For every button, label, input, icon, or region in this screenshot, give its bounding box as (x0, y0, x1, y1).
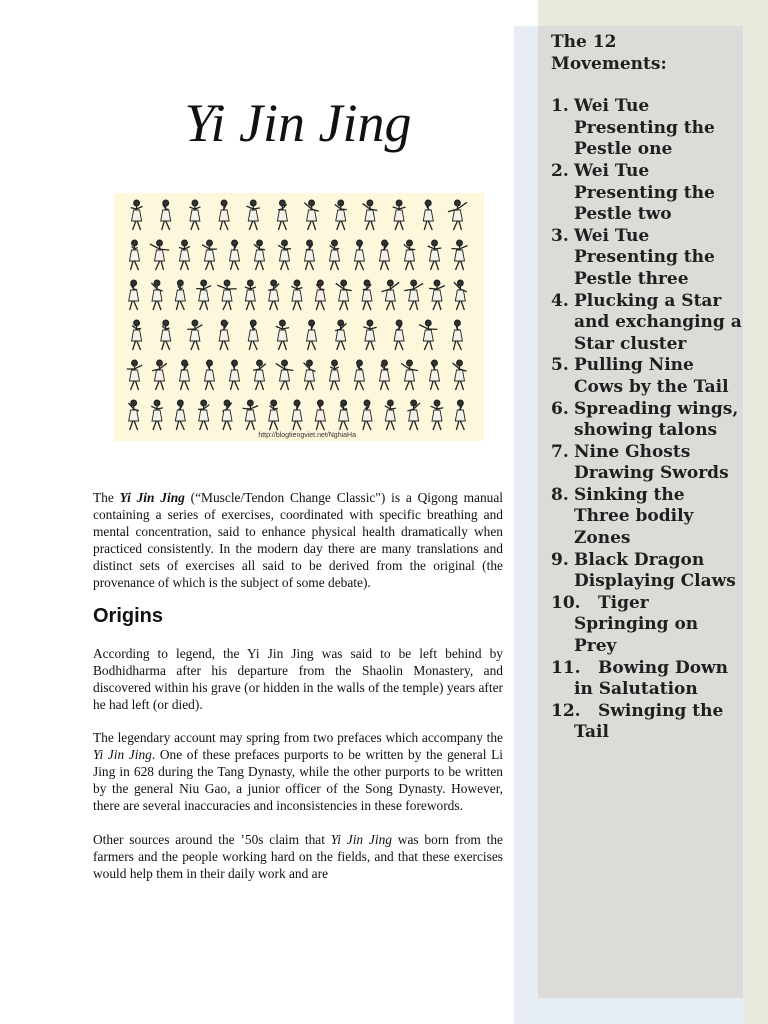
intro-paragraph: The Yi Jin Jing (“Muscle/Tendon Change Classic") is a Qigong manual containing a series of exercises, coordinated with specific breathing and mental concentration, said to enhance physical health dramatically when practiced consistently. In the modern day there are many translations and distinct sets of exercises all said to be derived from the original (the provenance of which is the subject of some debate). (93, 490, 503, 591)
movement-label: Sinking the Three bodily Zones (574, 484, 694, 549)
figure-stick-person (305, 240, 315, 270)
figure-stick-person (363, 320, 376, 350)
movement-number: 6. (551, 398, 569, 419)
figure-stick-person (454, 280, 467, 310)
figure-stick-person (335, 200, 347, 230)
figure-stick-person (205, 360, 215, 390)
figure-stick-person (404, 280, 423, 310)
movement-number: 11. (551, 657, 581, 678)
figure-stick-person (129, 280, 139, 310)
movement-number: 10. (551, 592, 581, 613)
movements-list (551, 96, 743, 744)
movement-label: Wei Tue Presenting the Pestle one (574, 96, 715, 160)
figure-stick-person (189, 200, 200, 230)
figure-stick-person (230, 360, 240, 390)
movement-number: 8. (551, 484, 569, 505)
figure-stick-person (180, 360, 190, 390)
figure-stick-person (363, 200, 378, 230)
figure-stick-person (451, 240, 467, 270)
figure-stick-person (419, 320, 437, 350)
figure-stick-person (276, 320, 289, 350)
figure-stick-person (423, 200, 433, 230)
figure-stick-person (330, 360, 340, 390)
figure-stick-person (131, 200, 143, 230)
movement-item (551, 226, 743, 291)
figure-stick-person (128, 400, 138, 430)
figure-stick-person (393, 200, 406, 230)
figure-caption-url: http://blogtiengviet.net/NghiaHa (258, 432, 356, 439)
figure-stick-person (362, 280, 372, 310)
movement-label: Black Dragon Displaying Claws (574, 549, 736, 592)
figure-stick-person (292, 400, 302, 430)
figure-stick-person (248, 320, 258, 350)
movement-label: Bowing Down in Salutation (574, 657, 729, 700)
origins-paragraph-2: The legendary account may spring from two prefaces which accompany the Yi Jin Jing. One of these prefaces purports to be written by the general Li Jing in 628 during the Tang Dynasty, while the other purports to be written by the general Niu Gao, a junior officer of the Song Dynasty. However, there are several inaccuracies and inconsistencies in these forewords. (93, 730, 503, 814)
movement-number: 3. (551, 225, 569, 246)
movement-label: Wei Tue Presenting the Pestle two (574, 160, 715, 225)
figure-stick-person (304, 200, 319, 230)
figure-stick-person (307, 320, 317, 350)
intro-term: Yi Jin Jing (119, 490, 185, 505)
figure-stick-person (335, 320, 346, 350)
movement-label: Nine Ghosts Drawing Swords (574, 441, 729, 484)
figure-stick-person (430, 360, 440, 390)
figure-stick-person (150, 240, 169, 270)
movement-item (551, 658, 743, 701)
movement-number: 2. (551, 160, 569, 181)
figure-stick-person (247, 200, 260, 230)
figure-stick-person (401, 360, 418, 390)
figure-stick-person (278, 240, 291, 270)
figure-stick-person (127, 360, 142, 390)
movement-number: 5. (551, 355, 569, 376)
figure-stick-person (202, 240, 217, 270)
figure-stick-person (245, 280, 256, 310)
figure-stick-person (196, 280, 211, 310)
figure-stick-person (219, 320, 229, 350)
figure-stick-person (455, 400, 465, 430)
figure-stick-person (230, 240, 240, 270)
figure-stick-person (219, 200, 229, 230)
figure-stick-person (253, 360, 266, 390)
figure-stick-person (161, 320, 171, 350)
origins-heading: Origins (93, 604, 164, 627)
figure-stick-person (355, 360, 365, 390)
origins-paragraph-1: According to legend, the Yi Jin Jing was said to be left behind by Bodhidharma after his departure from the Shaolin Monastery, and discovered within his grave (or hidden in the walls of the temple) years after he had left (or died). (93, 645, 503, 712)
figure-stick-person (336, 280, 352, 310)
figure-stick-person (394, 320, 404, 350)
movement-label: Plucking a Star and exchanging a Star cluster (574, 290, 742, 354)
figure-stick-person (429, 280, 445, 310)
figure-stick-person (381, 280, 399, 310)
figure-stick-person (152, 360, 167, 390)
movement-label: Spreading wings, showing talons (574, 398, 739, 441)
figure-stick-person (151, 400, 163, 430)
figure-stick-person (380, 240, 390, 270)
movement-number: 12. (551, 700, 581, 721)
movement-item (551, 550, 743, 593)
origins-paragraph-3: Other sources around the ’50s claim that Yi Jin Jing was born from the farmers and the people working hard on the fields, and that these exercises would help them in their daily work and are (93, 831, 503, 881)
movement-item (551, 96, 743, 161)
figure-stick-person (187, 320, 202, 350)
movement-label: Pulling Nine Cows by the Tail (574, 355, 729, 397)
figure-stick-person (385, 400, 396, 430)
figure-stick-person (315, 280, 325, 310)
movement-label: Swinging the Tail (574, 700, 724, 743)
movement-item (551, 161, 743, 226)
movement-number: 4. (551, 290, 569, 311)
figure-stick-person (132, 320, 142, 350)
figure-stick-person (404, 240, 416, 270)
movement-item (551, 355, 743, 398)
movements-sidebar (538, 26, 743, 998)
figure-stick-person (380, 360, 390, 390)
figure-stick-person (161, 200, 171, 230)
figure-stick-person (269, 400, 279, 430)
figure-stick-person (151, 280, 162, 310)
movement-label: Tiger Springing on Prey (574, 592, 699, 657)
figure-stick-person (276, 360, 293, 390)
figure-stick-person (291, 280, 302, 310)
movement-item (551, 291, 743, 356)
movement-item (551, 442, 743, 485)
figure-stick-person (452, 320, 462, 350)
figure-stick-person (130, 240, 140, 270)
figure-stick-person (175, 400, 185, 430)
figure-stick-person (198, 400, 209, 430)
figure-stick-person (254, 240, 265, 270)
exercise-figures-image (114, 193, 484, 441)
movement-item (551, 485, 743, 550)
figure-stick-person (448, 200, 467, 230)
figure-stick-person (268, 280, 279, 310)
figure-stick-person (222, 400, 232, 430)
figure-stick-person (330, 240, 340, 270)
movement-item (551, 593, 743, 658)
figure-stick-person (217, 280, 236, 310)
movement-number: 9. (551, 549, 569, 570)
figure-stick-person (453, 360, 467, 390)
exercise-figures-drawing (114, 193, 484, 441)
figure-stick-person (304, 360, 316, 390)
figure-stick-person (431, 400, 443, 430)
movement-label: Wei Tue Presenting the Pestle three (574, 225, 715, 289)
movement-number: 7. (551, 441, 569, 462)
figure-stick-person (362, 400, 372, 430)
movement-number: 1. (551, 96, 569, 117)
movement-item (551, 399, 743, 442)
figure-stick-person (339, 400, 349, 430)
figure-stick-person (407, 400, 420, 430)
figure-stick-person (277, 200, 287, 230)
figure-stick-person (179, 240, 190, 270)
figure-stick-person (355, 240, 365, 270)
page-title: Yi Jin Jing (184, 93, 412, 153)
figure-stick-person (175, 280, 185, 310)
article-body (93, 489, 503, 898)
sidebar-title: The 12 Movements: (551, 32, 667, 74)
movement-item (551, 701, 743, 744)
figure-stick-person (315, 400, 325, 430)
figure-stick-person (428, 240, 442, 270)
figure-stick-person (243, 400, 258, 430)
